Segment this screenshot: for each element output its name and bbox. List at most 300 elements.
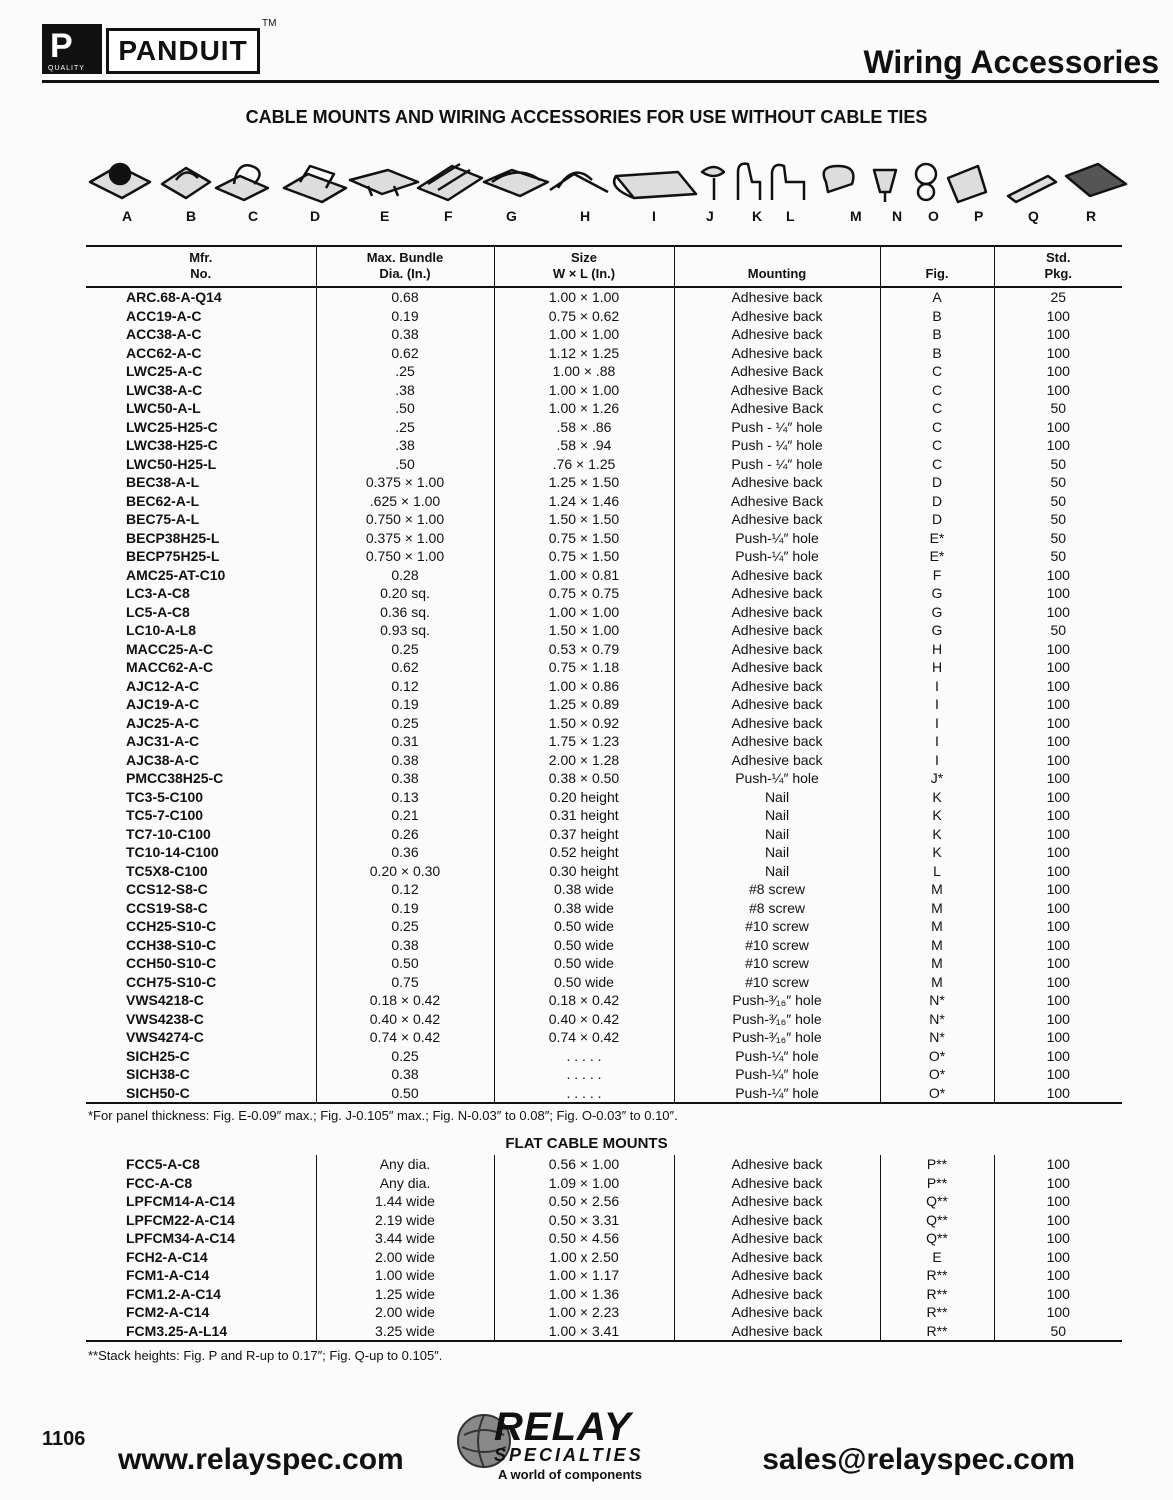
mounting-cell: Adhesive Back	[674, 399, 880, 418]
email-link[interactable]: sales@relayspec.com	[762, 1443, 1075, 1476]
fig-cell: C	[880, 381, 994, 400]
size-cell: 1.00 × 1.17	[494, 1266, 674, 1285]
cable-mounts-table	[86, 245, 1122, 1104]
mfr-no-cell: CCS12-S8-C	[126, 881, 208, 897]
table-row	[86, 1065, 1122, 1084]
fig-cell: E*	[880, 547, 994, 566]
mounting-cell: Adhesive back	[674, 1303, 880, 1322]
mfr-no-cell: AJC12-A-C	[126, 677, 200, 694]
std-pkg-cell: 50	[994, 399, 1122, 418]
mounting-cell: Adhesive back	[674, 714, 880, 733]
std-pkg-cell: 100	[994, 1047, 1122, 1066]
figure-strip	[88, 152, 1128, 226]
mfr-no-cell: SICH25-C	[126, 1047, 190, 1064]
size-cell: . . . . .	[494, 1065, 674, 1084]
figure-c-icon	[216, 165, 268, 200]
table-row	[86, 658, 1122, 677]
std-pkg-cell: 100	[994, 806, 1122, 825]
mfr-no-cell: LC10-A-L8	[126, 622, 197, 638]
table-row	[86, 307, 1122, 326]
max-bundle-cell: 0.12	[316, 880, 494, 899]
size-cell: 1.00 × 1.00	[494, 381, 674, 400]
max-bundle-cell: 0.20 × 0.30	[316, 862, 494, 881]
mfr-no-cell: AJC19-A-C	[126, 696, 200, 712]
mfr-no-cell: LWC38-A-C	[126, 381, 203, 398]
size-cell: 1.50 × 1.50	[494, 510, 674, 529]
size-cell: 0.50 × 3.31	[494, 1211, 674, 1230]
mfr-no-cell: FCC-A-C8	[126, 1174, 193, 1191]
std-pkg-cell: 100	[994, 1084, 1122, 1104]
header-mounting: Mounting	[674, 246, 880, 287]
website-link[interactable]: www.relayspec.com	[118, 1443, 404, 1476]
std-pkg-cell: 100	[994, 1248, 1122, 1267]
size-cell: 0.75 × 0.62	[494, 307, 674, 326]
table-row	[86, 1266, 1122, 1285]
table-row	[86, 381, 1122, 400]
mounting-cell: Adhesive back	[674, 603, 880, 622]
relay-specialties-logo	[454, 1405, 704, 1487]
logo-name-box	[106, 28, 260, 74]
mounting-cell: Nail	[674, 825, 880, 844]
size-cell: 0.50 wide	[494, 973, 674, 992]
mfr-no-cell: FCC5-A-C8	[126, 1156, 200, 1172]
fig-cell: H	[880, 658, 994, 677]
table-row	[86, 418, 1122, 437]
fig-cell: N*	[880, 1010, 994, 1029]
mounting-cell: Adhesive back	[674, 658, 880, 677]
mounting-cell: Adhesive back	[674, 1155, 880, 1174]
size-cell: 1.00 × 3.41	[494, 1322, 674, 1342]
std-pkg-cell: 100	[994, 603, 1122, 622]
figure-r-icon	[1066, 164, 1126, 196]
max-bundle-cell: 0.38	[316, 936, 494, 955]
mounting-cell: Push-¼″ hole	[674, 1065, 880, 1084]
fig-cell: D	[880, 510, 994, 529]
size-cell: . . . . .	[494, 1047, 674, 1066]
fig-cell: B	[880, 325, 994, 344]
panduit-logo	[42, 24, 260, 74]
size-cell: 1.00 × 1.36	[494, 1285, 674, 1304]
logo-brand-name: PANDUIT	[118, 35, 248, 66]
mfr-no-cell: CCH25-S10-C	[126, 918, 217, 934]
mfr-no-cell: LWC38-H25-C	[126, 437, 218, 453]
mounting-cell: Adhesive back	[674, 1211, 880, 1230]
std-pkg-cell: 100	[994, 936, 1122, 955]
size-cell: 0.75 × 1.18	[494, 658, 674, 677]
fig-cell: N*	[880, 1028, 994, 1047]
mounting-cell: Adhesive back	[674, 1322, 880, 1342]
mounting-cell: Adhesive back	[674, 1285, 880, 1304]
fig-cell: C	[880, 399, 994, 418]
size-cell: 1.00 × 1.00	[494, 325, 674, 344]
mounting-cell: Adhesive back	[674, 677, 880, 696]
max-bundle-cell: .25	[316, 362, 494, 381]
size-cell: 0.50 × 4.56	[494, 1229, 674, 1248]
mfr-no-cell: CCH38-S10-C	[126, 936, 217, 953]
table-row	[86, 1084, 1122, 1104]
max-bundle-cell: 0.13	[316, 788, 494, 807]
mounting-cell: Adhesive back	[674, 325, 880, 344]
figure-p-icon	[948, 166, 986, 202]
mfr-no-cell: AJC25-A-C	[126, 714, 200, 731]
mfr-no-cell: AMC25-AT-C10	[126, 566, 226, 583]
fig-cell: G	[880, 584, 994, 603]
max-bundle-cell: 0.36 sq.	[316, 603, 494, 622]
mounting-cell: Push-³⁄₁₆″ hole	[674, 1010, 880, 1029]
figure-f-icon	[418, 164, 482, 200]
std-pkg-cell: 100	[994, 899, 1122, 918]
max-bundle-cell: 1.00 wide	[316, 1266, 494, 1285]
size-cell: 2.00 × 1.28	[494, 751, 674, 770]
stack-heights-footnote: **Stack heights: Fig. P and R-up to 0.17″; Fig. Q-up to 0.105″.	[88, 1348, 443, 1363]
table-row	[86, 325, 1122, 344]
size-cell: 1.75 × 1.23	[494, 732, 674, 751]
size-cell: 0.75 × 0.75	[494, 584, 674, 603]
std-pkg-cell: 100	[994, 973, 1122, 992]
std-pkg-cell: 100	[994, 325, 1122, 344]
table-row	[86, 344, 1122, 363]
std-pkg-cell: 100	[994, 862, 1122, 881]
std-pkg-cell: 100	[994, 1028, 1122, 1047]
max-bundle-cell: 2.19 wide	[316, 1211, 494, 1230]
figure-letter: H	[580, 208, 591, 224]
std-pkg-cell: 100	[994, 1155, 1122, 1174]
table-row	[86, 936, 1122, 955]
std-pkg-cell: 100	[994, 843, 1122, 862]
max-bundle-cell: 0.375 × 1.00	[316, 529, 494, 548]
std-pkg-cell: 50	[994, 510, 1122, 529]
table-row	[86, 1047, 1122, 1066]
header-rule	[42, 80, 1159, 83]
table-row	[86, 455, 1122, 474]
trademark-mark: TM	[262, 18, 277, 29]
size-cell: 0.20 height	[494, 788, 674, 807]
mfr-no-cell: FCM1-A-C14	[126, 1267, 210, 1283]
max-bundle-cell: .38	[316, 436, 494, 455]
mounting-cell: #8 screw	[674, 899, 880, 918]
fig-cell: M	[880, 936, 994, 955]
mfr-no-cell: FCH2-A-C14	[126, 1248, 208, 1265]
std-pkg-cell: 50	[994, 547, 1122, 566]
mfr-no-cell: CCS19-S8-C	[126, 899, 208, 916]
table-row	[86, 1248, 1122, 1267]
fig-cell: D	[880, 492, 994, 511]
std-pkg-cell: 50	[994, 455, 1122, 474]
std-pkg-cell: 100	[994, 344, 1122, 363]
mfr-no-cell: BEC75-A-L	[126, 511, 200, 527]
mfr-no-cell: ACC19-A-C	[126, 307, 202, 324]
size-cell: 0.31 height	[494, 806, 674, 825]
table-row	[86, 473, 1122, 492]
table-row	[86, 825, 1122, 844]
std-pkg-cell: 100	[994, 880, 1122, 899]
fig-cell: C	[880, 418, 994, 437]
figure-letter: A	[122, 208, 133, 224]
fig-cell: M	[880, 954, 994, 973]
size-cell: 0.50 wide	[494, 917, 674, 936]
mounting-cell: #10 screw	[674, 936, 880, 955]
size-cell: 0.30 height	[494, 862, 674, 881]
size-cell: 0.38 × 0.50	[494, 769, 674, 788]
std-pkg-cell: 100	[994, 584, 1122, 603]
flat-cable-mounts-table	[86, 1155, 1122, 1342]
max-bundle-cell: 3.44 wide	[316, 1229, 494, 1248]
relay-logo-title: RELAY	[494, 1405, 632, 1449]
size-cell: 0.50 wide	[494, 954, 674, 973]
size-cell: 0.75 × 1.50	[494, 529, 674, 548]
max-bundle-cell: 0.50	[316, 1084, 494, 1104]
figure-letter: D	[310, 208, 321, 224]
fig-cell: R**	[880, 1322, 994, 1342]
fig-cell: B	[880, 344, 994, 363]
size-cell: 1.00 × 1.26	[494, 399, 674, 418]
std-pkg-cell: 100	[994, 1229, 1122, 1248]
fig-cell: G	[880, 621, 994, 640]
mfr-no-cell: LWC25-H25-C	[126, 418, 218, 435]
max-bundle-cell: 0.50	[316, 954, 494, 973]
mounting-cell: Adhesive back	[674, 732, 880, 751]
figure-letter: B	[186, 208, 197, 224]
mfr-no-cell: LWC50-H25-L	[126, 455, 217, 472]
fig-cell: I	[880, 751, 994, 770]
size-cell: 1.00 × 0.86	[494, 677, 674, 696]
max-bundle-cell: 0.25	[316, 1047, 494, 1066]
std-pkg-cell: 100	[994, 769, 1122, 788]
figure-illustrations	[88, 152, 1128, 208]
table-row	[86, 788, 1122, 807]
relay-logo-subtitle: SPECIALTIES	[494, 1445, 644, 1465]
table-row	[86, 843, 1122, 862]
table-row	[86, 991, 1122, 1010]
std-pkg-cell: 100	[994, 1266, 1122, 1285]
table-row	[86, 1155, 1122, 1174]
mounting-cell: Adhesive back	[674, 695, 880, 714]
mfr-no-cell: PMCC38H25-C	[126, 770, 224, 786]
std-pkg-cell: 100	[994, 640, 1122, 659]
fig-cell: I	[880, 732, 994, 751]
max-bundle-cell: 1.25 wide	[316, 1285, 494, 1304]
mounting-cell: Push - ¼″ hole	[674, 436, 880, 455]
table-row	[86, 769, 1122, 788]
header-std-pkg: Std. Pkg.	[994, 246, 1122, 287]
fig-cell: E	[880, 1248, 994, 1267]
fig-cell: P**	[880, 1174, 994, 1193]
mounting-cell: Adhesive back	[674, 287, 880, 307]
fig-cell: M	[880, 973, 994, 992]
table-row	[86, 436, 1122, 455]
figure-letter: P	[974, 208, 984, 224]
fig-cell: L	[880, 862, 994, 881]
table-row	[86, 1174, 1122, 1193]
std-pkg-cell: 100	[994, 566, 1122, 585]
logo-p-block	[42, 24, 102, 74]
fig-cell: R**	[880, 1266, 994, 1285]
size-cell: 0.38 wide	[494, 880, 674, 899]
mfr-no-cell: AJC31-A-C	[126, 733, 200, 749]
table-row	[86, 714, 1122, 733]
mfr-no-cell: VWS4218-C	[126, 992, 204, 1008]
mfr-no-cell: VWS4238-C	[126, 1010, 204, 1027]
figure-letter: N	[892, 208, 903, 224]
main-table-body	[86, 287, 1122, 1103]
std-pkg-cell: 50	[994, 529, 1122, 548]
header-max-bundle: Max. Bundle Dia. (In.)	[316, 246, 494, 287]
fig-cell: E*	[880, 529, 994, 548]
fig-cell: O*	[880, 1084, 994, 1104]
max-bundle-cell: 0.31	[316, 732, 494, 751]
figure-j-icon	[702, 167, 724, 200]
mfr-no-cell: LC5-A-C8	[126, 603, 190, 620]
figure-letter: M	[850, 208, 862, 224]
fig-cell: O*	[880, 1065, 994, 1084]
mounting-cell: Adhesive back	[674, 751, 880, 770]
figure-i-icon	[614, 172, 696, 198]
max-bundle-cell: 0.750 × 1.00	[316, 510, 494, 529]
page-title: Wiring Accessories	[863, 44, 1159, 80]
std-pkg-cell: 100	[994, 436, 1122, 455]
mounting-cell: Push-¼″ hole	[674, 547, 880, 566]
fig-cell: C	[880, 436, 994, 455]
max-bundle-cell: .38	[316, 381, 494, 400]
std-pkg-cell: 100	[994, 658, 1122, 677]
size-cell: 0.38 wide	[494, 899, 674, 918]
figure-letter: E	[380, 208, 390, 224]
table-row	[86, 547, 1122, 566]
header-size: Size W × L (In.)	[494, 246, 674, 287]
mfr-no-cell: ARC.68-A-Q14	[126, 289, 222, 305]
mounting-cell: #10 screw	[674, 954, 880, 973]
max-bundle-cell: 0.375 × 1.00	[316, 473, 494, 492]
size-cell: 0.75 × 1.50	[494, 547, 674, 566]
max-bundle-cell: .625 × 1.00	[316, 492, 494, 511]
size-cell: 1.00 × .88	[494, 362, 674, 381]
fig-cell: D	[880, 473, 994, 492]
mounting-cell: Adhesive Back	[674, 381, 880, 400]
mounting-cell: Adhesive Back	[674, 492, 880, 511]
table-row	[86, 1322, 1122, 1342]
max-bundle-cell: 0.38	[316, 769, 494, 788]
mfr-no-cell: LWC25-A-C	[126, 363, 203, 379]
size-cell: 0.50 × 2.56	[494, 1192, 674, 1211]
max-bundle-cell: 0.25	[316, 640, 494, 659]
max-bundle-cell: 1.44 wide	[316, 1192, 494, 1211]
table-row	[86, 1010, 1122, 1029]
std-pkg-cell: 100	[994, 788, 1122, 807]
fig-cell: K	[880, 788, 994, 807]
mfr-no-cell: FCM2-A-C14	[126, 1304, 210, 1320]
table-row	[86, 566, 1122, 585]
max-bundle-cell: 0.38	[316, 751, 494, 770]
max-bundle-cell: 0.26	[316, 825, 494, 844]
fig-cell: C	[880, 362, 994, 381]
max-bundle-cell: 0.25	[316, 714, 494, 733]
mounting-cell: Adhesive back	[674, 1229, 880, 1248]
mounting-cell: Adhesive back	[674, 510, 880, 529]
fig-cell: M	[880, 899, 994, 918]
max-bundle-cell: 0.38	[316, 325, 494, 344]
size-cell: 0.40 × 0.42	[494, 1010, 674, 1029]
mounting-cell: Push-³⁄₁₆″ hole	[674, 991, 880, 1010]
size-cell: 1.00 × 1.00	[494, 603, 674, 622]
std-pkg-cell: 100	[994, 307, 1122, 326]
size-cell: 1.00 × 1.00	[494, 287, 674, 307]
size-cell: 0.18 × 0.42	[494, 991, 674, 1010]
table-row	[86, 1028, 1122, 1047]
max-bundle-cell: 0.19	[316, 695, 494, 714]
std-pkg-cell: 100	[994, 677, 1122, 696]
std-pkg-cell: 100	[994, 695, 1122, 714]
figure-k-icon	[738, 164, 760, 200]
size-cell: 0.74 × 0.42	[494, 1028, 674, 1047]
mfr-no-cell: BEC38-A-L	[126, 474, 200, 490]
table-row	[86, 751, 1122, 770]
max-bundle-cell: 0.19	[316, 307, 494, 326]
size-cell: 1.12 × 1.25	[494, 344, 674, 363]
mounting-cell: Adhesive back	[674, 1266, 880, 1285]
max-bundle-cell: 0.28	[316, 566, 494, 585]
fig-cell: A	[880, 287, 994, 307]
fig-cell: K	[880, 806, 994, 825]
max-bundle-cell: Any dia.	[316, 1174, 494, 1193]
table-row	[86, 732, 1122, 751]
fig-cell: M	[880, 917, 994, 936]
mounting-cell: Adhesive back	[674, 307, 880, 326]
size-cell: 0.52 height	[494, 843, 674, 862]
fig-cell: O*	[880, 1047, 994, 1066]
std-pkg-cell: 100	[994, 1010, 1122, 1029]
mounting-cell: Nail	[674, 862, 880, 881]
max-bundle-cell: 0.12	[316, 677, 494, 696]
max-bundle-cell: 0.74 × 0.42	[316, 1028, 494, 1047]
max-bundle-cell: 0.750 × 1.00	[316, 547, 494, 566]
table-row	[86, 1229, 1122, 1248]
std-pkg-cell: 100	[994, 732, 1122, 751]
std-pkg-cell: 100	[994, 1285, 1122, 1304]
table-row	[86, 862, 1122, 881]
size-cell: 1.50 × 1.00	[494, 621, 674, 640]
fig-cell: C	[880, 455, 994, 474]
figure-o-icon	[916, 164, 936, 200]
std-pkg-cell: 100	[994, 954, 1122, 973]
std-pkg-cell: 100	[994, 991, 1122, 1010]
table-row	[86, 287, 1122, 307]
std-pkg-cell: 100	[994, 751, 1122, 770]
figure-letter: K	[752, 208, 763, 224]
mfr-no-cell: MACC25-A-C	[126, 640, 214, 657]
mounting-cell: Adhesive back	[674, 344, 880, 363]
fig-cell: N*	[880, 991, 994, 1010]
max-bundle-cell: 0.20 sq.	[316, 584, 494, 603]
mounting-cell: Nail	[674, 788, 880, 807]
mounting-cell: Push-¼″ hole	[674, 1047, 880, 1066]
mfr-no-cell: TC7-10-C100	[126, 825, 211, 842]
figure-b-icon	[162, 168, 210, 198]
size-cell: 1.25 × 1.50	[494, 473, 674, 492]
figure-letter: L	[786, 208, 795, 224]
std-pkg-cell: 100	[994, 362, 1122, 381]
table-row	[86, 584, 1122, 603]
fig-cell: B	[880, 307, 994, 326]
mfr-no-cell: ACC38-A-C	[126, 326, 202, 342]
table-row	[86, 695, 1122, 714]
mfr-no-cell: CCH50-S10-C	[126, 955, 217, 971]
mounting-cell: Push - ¼″ hole	[674, 455, 880, 474]
figure-letter: G	[506, 208, 517, 224]
mfr-no-cell: BEC62-A-L	[126, 492, 200, 509]
fig-cell: H	[880, 640, 994, 659]
mounting-cell: Push-¼″ hole	[674, 1084, 880, 1104]
mfr-no-cell: AJC38-A-C	[126, 751, 200, 768]
